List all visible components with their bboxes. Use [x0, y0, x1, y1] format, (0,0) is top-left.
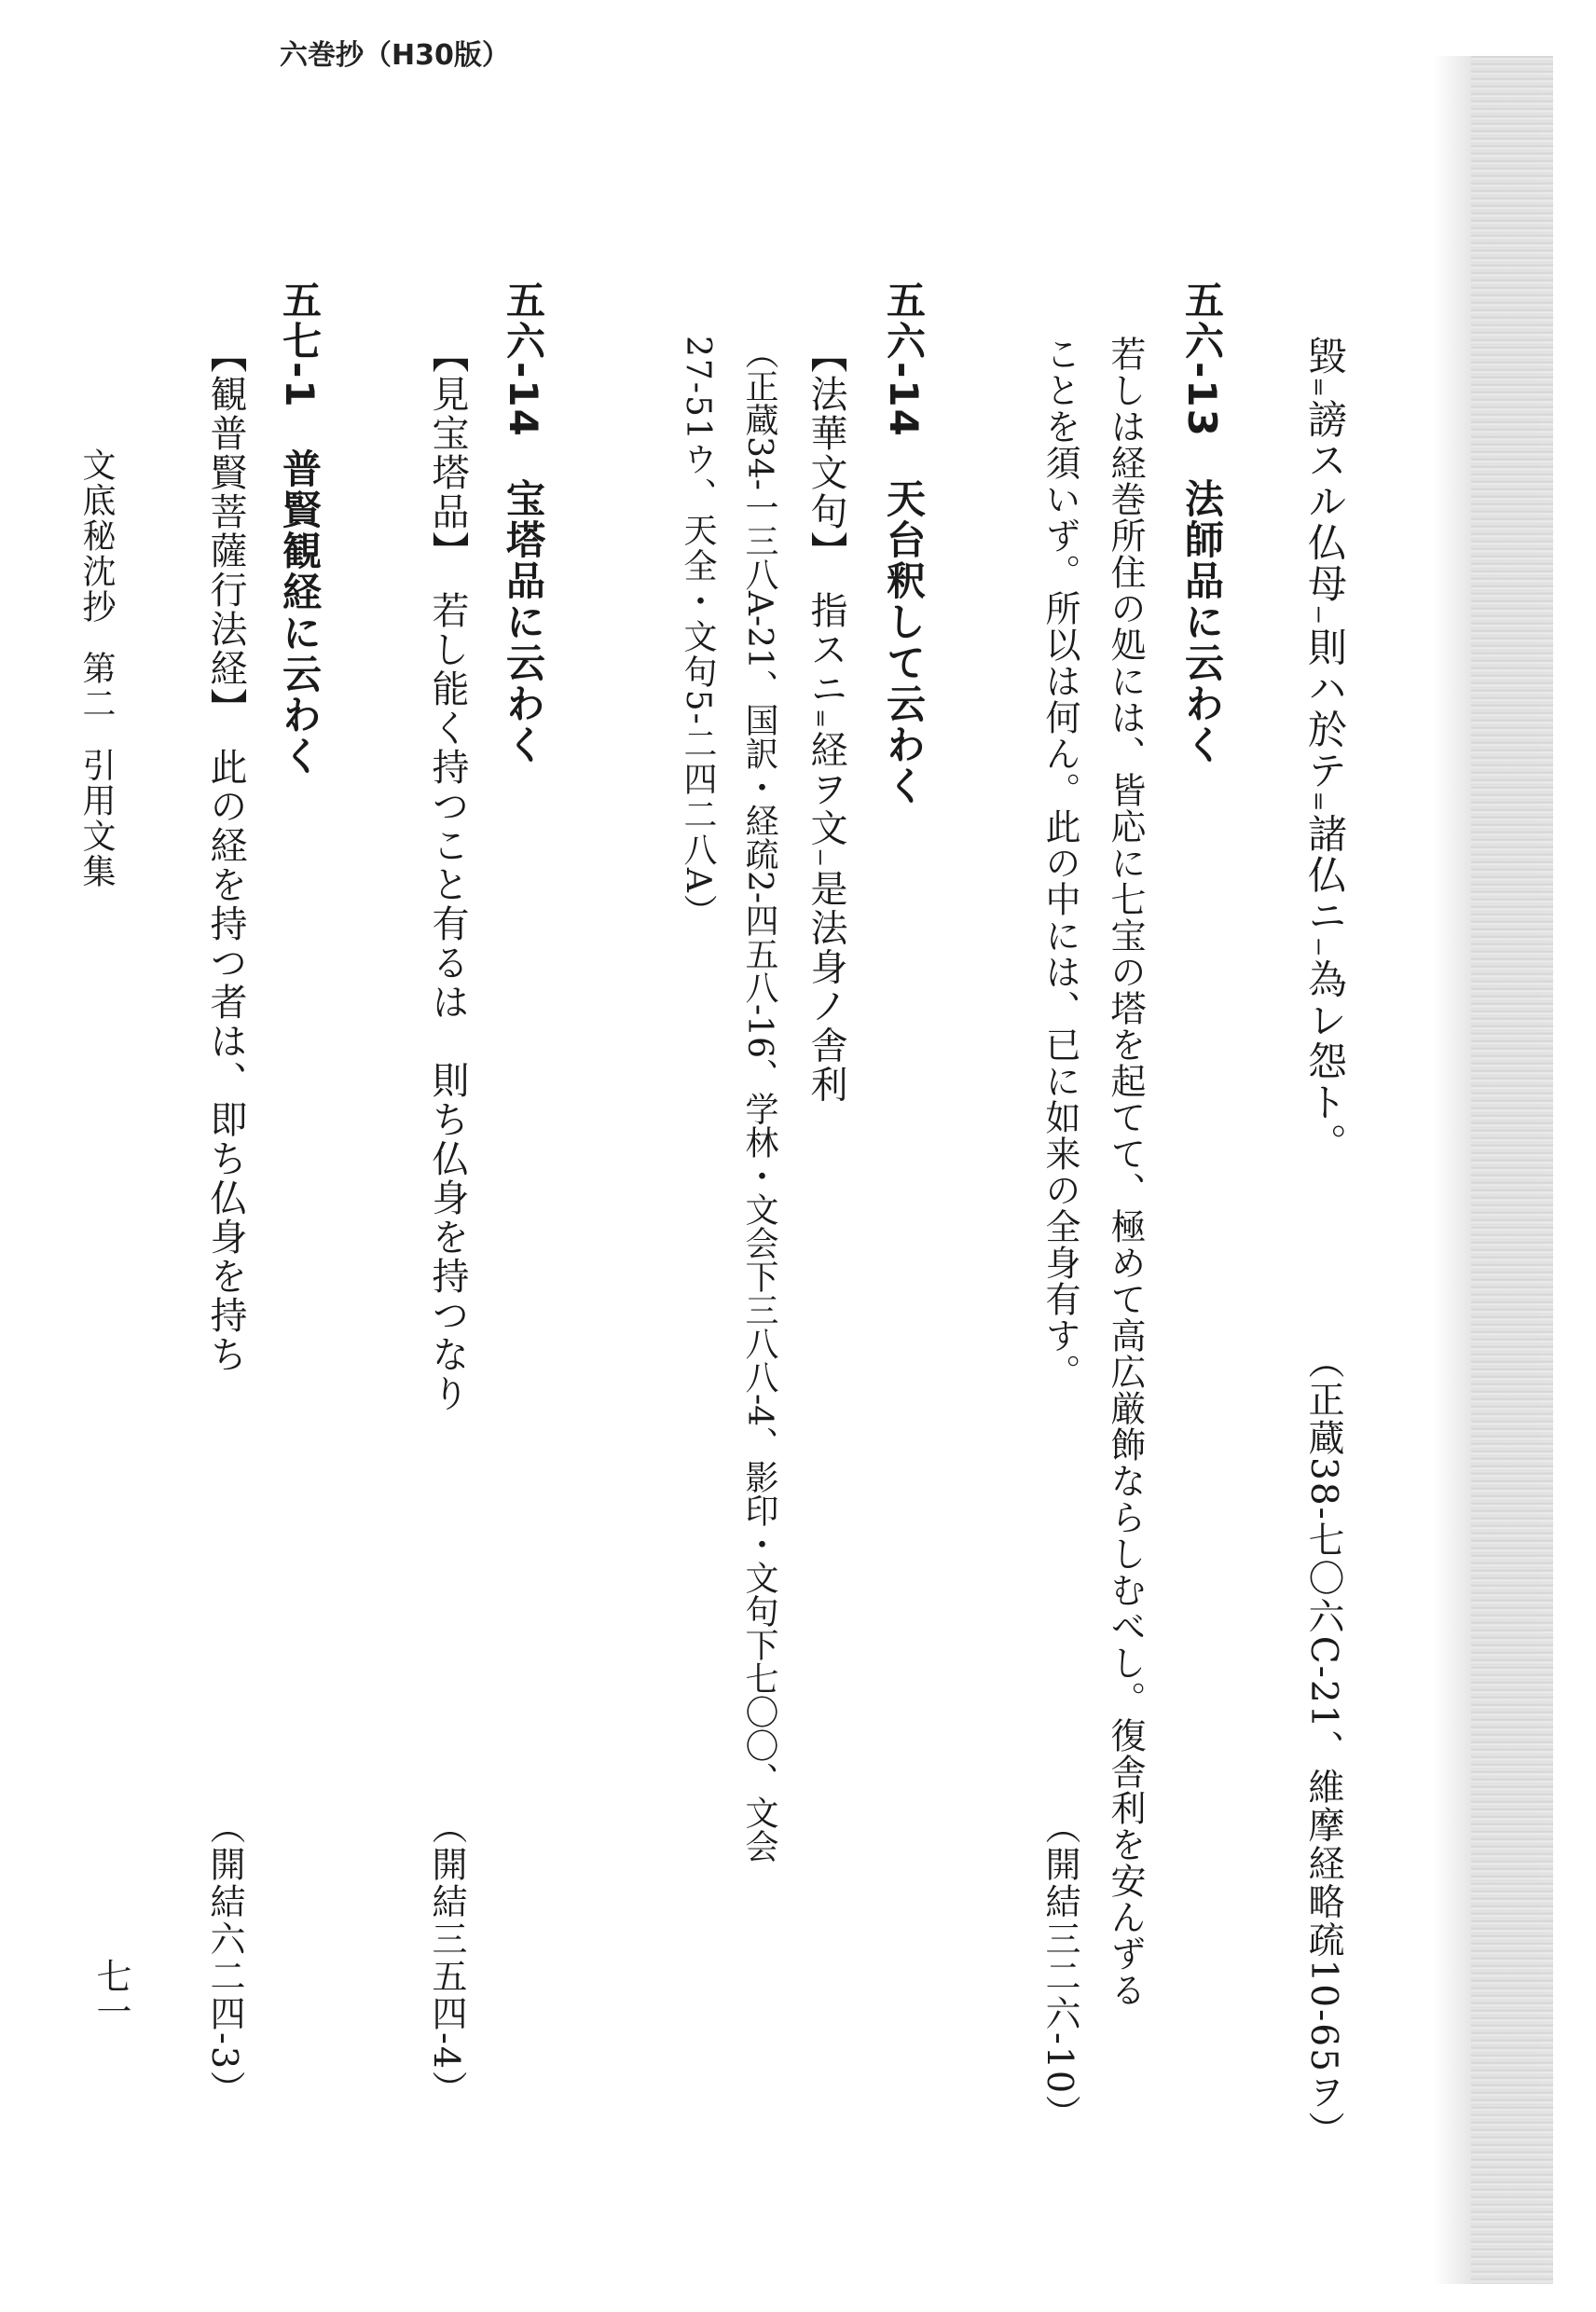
- entry-number: 五六‐14: [881, 280, 927, 438]
- entry-heading: [881, 280, 927, 806]
- footer-running-title: [73, 447, 120, 915]
- entry-title: 宝塔品に云わく: [501, 477, 546, 765]
- footer-section: 引用文集: [77, 748, 116, 889]
- entry-body-line: 指スニ₌経ヲ文₋是法身ノ舎利: [805, 591, 847, 1105]
- footer-chapter: 第二: [77, 651, 116, 722]
- page-edge-shadow: [1471, 56, 1553, 2284]
- entry-citation: （開結三五四‐4）: [426, 1809, 467, 2109]
- footer-book: 文底秘沈抄: [77, 447, 116, 625]
- entry-heading: [1179, 280, 1225, 765]
- entry-heading: [501, 280, 546, 765]
- continuation-line: 毀₌謗スル仏母₋則ハ於テ₌諸仏ニ₋為レ怨ト。: [1302, 336, 1348, 1164]
- entry-source-line: [204, 336, 247, 1374]
- source-tag: 【観普賢菩薩行法経】: [204, 336, 247, 727]
- entry-body-line: ことを須いず。所以は何ん。此の中には、已に如来の全身有す。: [1039, 336, 1080, 1390]
- continuation-citation: （正蔵38‐七〇六C‐21、維摩経略疏10‐65ヲ）: [1302, 1342, 1344, 2150]
- entry-body-line: 若し能く持つこと有るは 則ち仏身を持つなり: [426, 591, 469, 1413]
- entry-source-line: [426, 336, 469, 1413]
- page-number: 七一: [90, 1958, 131, 2029]
- entry-number: 五六‐14: [501, 280, 546, 438]
- entry-title: 天台釈して云わく: [881, 477, 927, 806]
- entry-number: 五六‐13: [1179, 280, 1225, 438]
- entry-ref-line: （正蔵34‐一三八A‐21、国訳・経疏2‐四五八‐16、学林・文会下三八八‐4、影印・文句下七〇〇、文会: [740, 336, 778, 1864]
- source-tag: 【法華文句】: [805, 336, 847, 571]
- entry-heading: [277, 280, 323, 778]
- entry-title: 普賢観経に云わく: [277, 448, 323, 778]
- entry-body-line: 此の経を持つ者は、即ち仏身を持ち: [204, 748, 247, 1374]
- entry-body-line: 若しは経巻所住の処には、皆応に七宝の塔を起てて、極めて高広厳飾ならしむべし。復舎利を安んずる: [1105, 336, 1146, 2008]
- entry-citation: （開結三二六‐10）: [1039, 1809, 1080, 2133]
- entry-ref-line: 27‐51ウ、天全・文句5‐二四二八A）: [679, 336, 717, 929]
- entry-number: 五七‐1: [277, 280, 323, 409]
- entry-source-line: [807, 336, 845, 1104]
- running-header: 六巻抄（H30版）: [280, 39, 510, 72]
- entry-citation: （開結六二四‐3）: [204, 1809, 245, 2109]
- source-tag: 【見宝塔品】: [426, 336, 469, 571]
- entry-title: 法師品に云わく: [1179, 477, 1225, 765]
